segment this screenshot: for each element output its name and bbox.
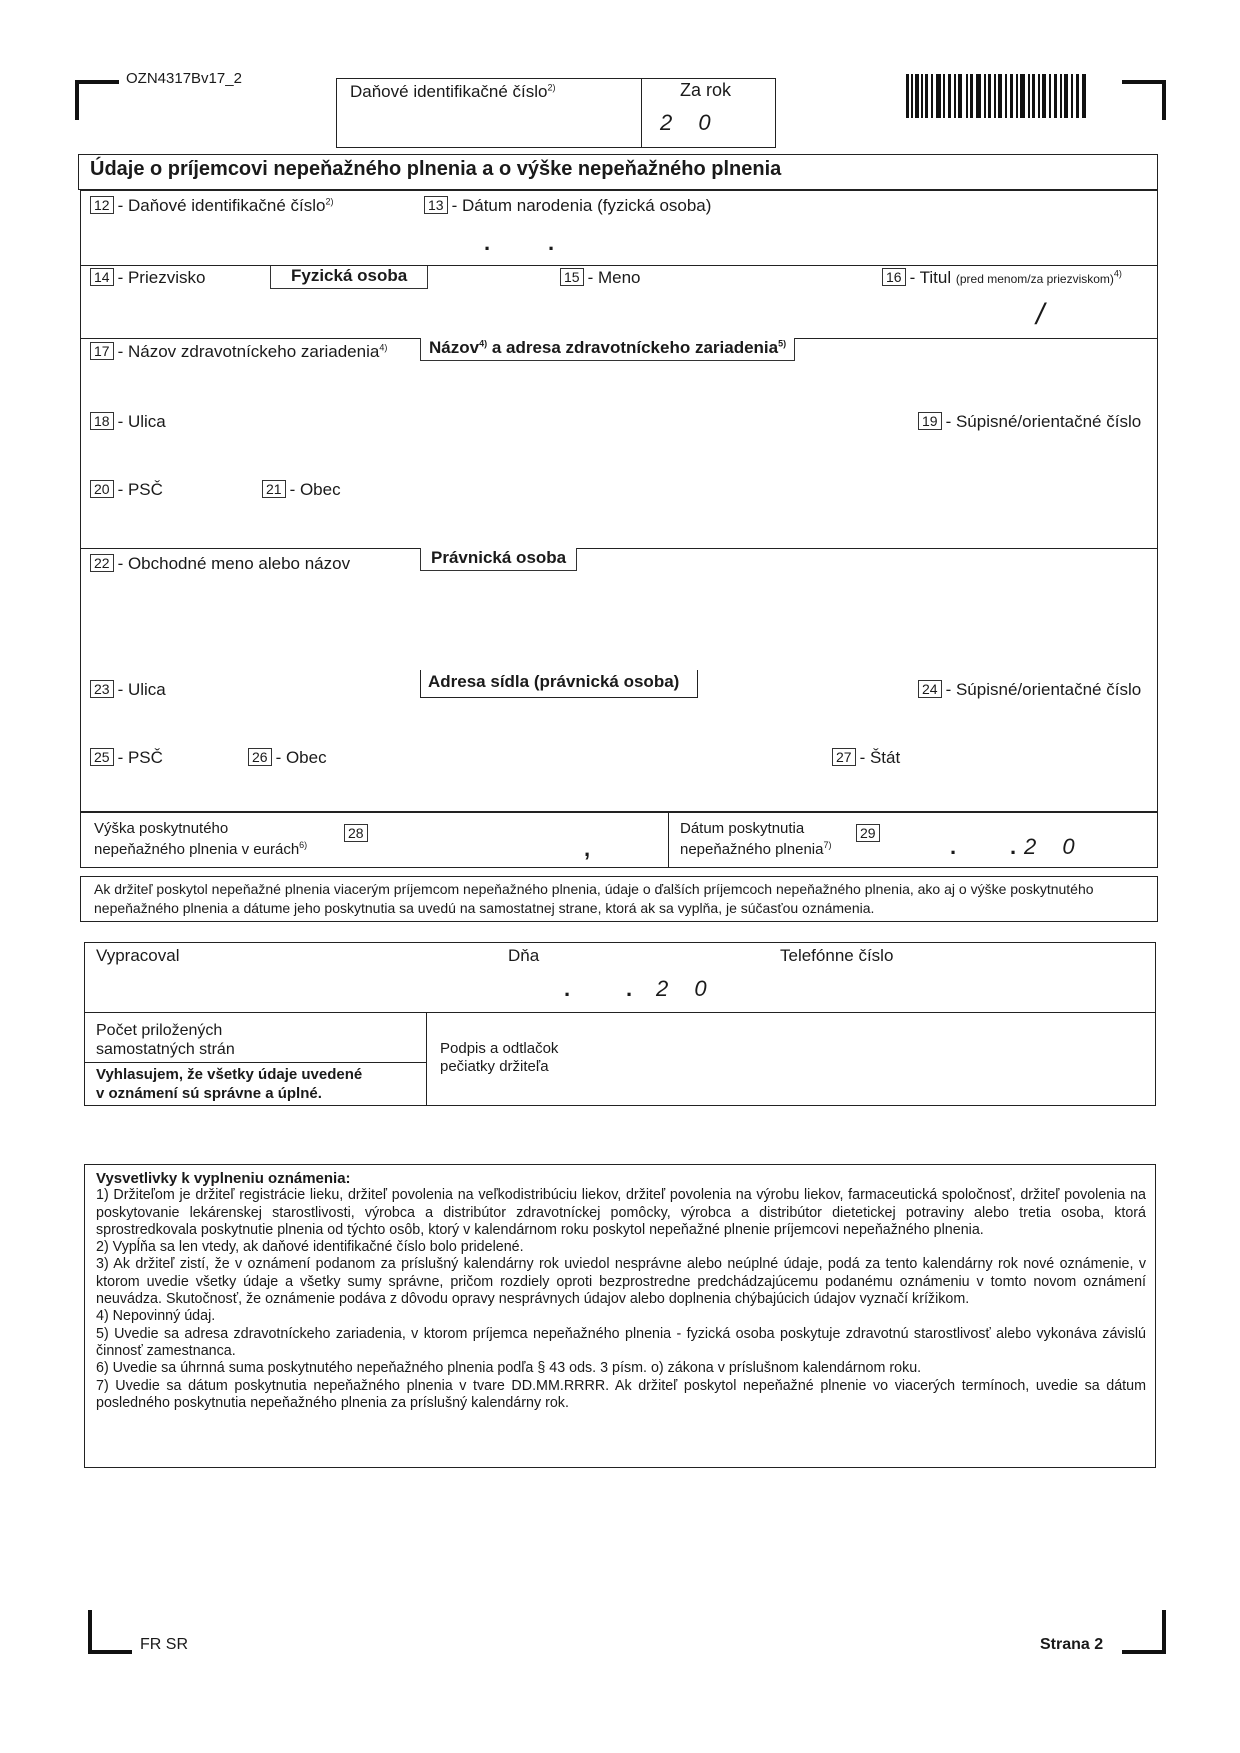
footer-left: FR SR xyxy=(140,1636,188,1653)
field-26-input[interactable] xyxy=(248,772,808,810)
form-code: OZN4317Bv17_2 xyxy=(126,70,242,87)
explanation-5: 5) Uvedie sa adresa zdravotníckeho zariadenia, v ktorom príjemca nepeňažného plnenia - fyzická osoba poskytuje zdravotnú starostlivosť alebo vykonáva závislú činnosť zamestnanca. xyxy=(96,1325,1146,1359)
dna-input[interactable] xyxy=(508,968,758,1008)
field-18-input[interactable] xyxy=(86,436,886,472)
explanation-1: 1) Držiteľom je držiteľ registrácie lieku, držiteľ povolenia na veľkodistribúciu liekov, držiteľ povolenia na výrobu liekov, farmaceutická spoločnosť, držiteľ povolenia na poskytovanie lekárenskej starostlivosti, výrobca a distribútor zdravotníckej pomôcky, výrobca a distribútor dietetickej potraviny alebo tretia osoba, ktorá sprostredkovala poskytnutie plnenia od týchto osôb, ktorý v kalendárnom roku poskytol nepeňažné plnenie príjemcovi nepeňažného plnenia. xyxy=(96,1187,1146,1238)
field-28-label-2: nepeňažného plnenia v eurách$^{6)}$ xyxy=(94,840,308,858)
field-16-label: 16 - Titul (pred menom/za priezviskom)$^{4)}$ xyxy=(882,268,1122,288)
field-28-input[interactable] xyxy=(380,816,660,864)
pocet-label-1: Počet priložených xyxy=(96,1022,223,1039)
field-28-comma: , xyxy=(584,836,591,861)
field-26-label: 26 - Obec xyxy=(248,748,327,768)
podpis-label-2: pečiatky držiteľa xyxy=(440,1058,549,1075)
vypracoval-input[interactable] xyxy=(90,968,490,1008)
telefon-input[interactable] xyxy=(780,968,1150,1008)
field-19-label: 19 - Súpisné/orientačné číslo xyxy=(918,412,1141,432)
field-18-label: 18 - Ulica xyxy=(90,412,166,432)
field-29-label-1: Dátum poskytnutia xyxy=(680,820,805,837)
vyhlasujem-line-1: Vyhlasujem, že všetky údaje uvedené xyxy=(96,1066,363,1083)
field-12-input[interactable] xyxy=(86,220,406,262)
field-19-input[interactable] xyxy=(918,436,1152,472)
explanation-3: 3) Ak držiteľ zistí, že v oznámení podanom za príslušný kalendárny rok uviedol nesprávne alebo neúplné údaje, podá za tento kalendárny rok nové oznámenie, v ktorom uvedie všetky údaje a všetky sumy správne, pričom rozdiely oproti bezprostredne predchádzajúcemu podanému oznámeniu v tomto novom oznámení neuvádza. Skutočnosť, že oznámenie podáva z dôvodu opravy nesprávnych údajov alebo doplnenia chýbajúcich údajov vyznačí krížikom. xyxy=(96,1256,1146,1308)
explanations-title: Vysvetlivky k vyplneniu oznámenia: xyxy=(96,1170,351,1187)
footer-page-number: Strana 2 xyxy=(1040,1636,1104,1653)
tag-fyzicka-osoba: Fyzická osoba xyxy=(270,266,428,289)
field-23-label: 23 - Ulica xyxy=(90,680,166,700)
podpis-label-1: Podpis a odtlačok xyxy=(440,1040,559,1057)
field-20-input[interactable] xyxy=(86,504,236,544)
field-20-label: 20 - PSČ xyxy=(90,480,163,500)
corner-mark-bottom-right xyxy=(1122,1610,1166,1654)
podpis-area[interactable] xyxy=(600,1016,1150,1102)
field-27-input[interactable] xyxy=(832,772,1152,810)
corner-mark-top-left xyxy=(75,80,119,120)
explanation-6: 6) Uvedie sa úhrnná suma poskytnutého nepeňažného plnenia podľa § 43 ods. 3 písm. o) zákona v príslušnom kalendárnom roku. xyxy=(96,1360,922,1377)
dna-year: 2 0 xyxy=(656,976,717,1001)
field-25-input[interactable] xyxy=(86,772,236,810)
header-year-input[interactable]: 2 0 xyxy=(660,110,721,135)
dna-label: Dňa xyxy=(508,946,540,965)
corner-mark-top-right xyxy=(1122,80,1166,120)
note-text: Ak držiteľ poskytol nepeňažné plnenia viacerým príjemcom nepeňažného plnenia, údaje o ďalších príjemcoch nepeňažného plnenia, ako aj o výške poskytnutého nepeňažného plnenia a dátume jeho poskytnutia sa uvedú na samostatnej strane, ktorá ak sa vyplňa, je súčasťou oznámenia. xyxy=(94,881,1094,916)
vypracoval-label: Vypracoval xyxy=(96,946,180,965)
explanation-2: 2) Vypĺňa sa len vtedy, ak daňové identifikačné číslo bolo pridelené. xyxy=(96,1239,524,1256)
corner-mark-bottom-left xyxy=(88,1610,132,1654)
tag-adresa-sidla: Adresa sídla (právnická osoba) xyxy=(428,672,680,691)
field-24-label: 24 - Súpisné/orientačné číslo xyxy=(918,680,1141,700)
field-29-year: 2 0 xyxy=(1024,834,1085,859)
field-14-input[interactable] xyxy=(86,292,546,336)
section-title: Údaje o príjemcovi nepeňažného plnenia a o výške nepeňažného plnenia xyxy=(90,158,782,180)
field-12-label: 12 - Daňové identifikačné číslo$^{2)}$ xyxy=(90,196,333,216)
field-16-input[interactable] xyxy=(882,292,1154,336)
header-year-label: Za rok xyxy=(680,80,732,100)
explanation-4: 4) Nepovinný údaj. xyxy=(96,1308,216,1325)
field-14-label: 14 - Priezvisko xyxy=(90,268,205,288)
field-13-label: 13 - Dátum narodenia (fyzická osoba) xyxy=(424,196,711,216)
tag-pravnicka-osoba: Právnická osoba xyxy=(420,548,577,571)
field-28-num: 28 xyxy=(344,824,372,844)
field-17-input[interactable] xyxy=(86,366,1152,406)
explanations xyxy=(96,1170,1146,1412)
barcode xyxy=(906,74,1086,118)
field-16-slash: / xyxy=(1036,298,1045,331)
field-29-label-2: nepeňažného plnenia$^{7)}$ xyxy=(680,840,832,858)
field-27-label: 27 - Štát xyxy=(832,748,900,768)
header-dic-input[interactable] xyxy=(338,104,638,146)
field-28-label-1: Výška poskytnutého xyxy=(94,820,229,837)
field-24-input[interactable] xyxy=(918,704,1152,740)
field-22-label: 22 - Obchodné meno alebo názov xyxy=(90,554,350,574)
field-15-input[interactable] xyxy=(560,292,860,336)
pocet-input[interactable] xyxy=(300,1018,420,1058)
field-15-label: 15 - Meno xyxy=(560,268,641,288)
tag-nazov-adresa-zz: Názov$^{4)}$ a adresa zdravotníckeho zariadenia$^{5)}$ xyxy=(420,338,795,361)
vyhlasujem-line-2: v oznámení sú správne a úplné. xyxy=(96,1085,322,1102)
header-dic-label: Daňové identifikačné číslo$^{2)}$ xyxy=(350,82,556,101)
field-22-input[interactable] xyxy=(86,580,1152,666)
field-21-input[interactable] xyxy=(262,504,1152,544)
telefon-label: Telefónne číslo xyxy=(780,946,894,965)
field-21-label: 21 - Obec xyxy=(262,480,341,500)
field-25-label: 25 - PSČ xyxy=(90,748,163,768)
field-13-input[interactable] xyxy=(424,220,724,262)
pocet-label-2: samostatných strán xyxy=(96,1041,235,1058)
field-29-num: 29 xyxy=(856,824,884,844)
explanation-7: 7) Uvedie sa dátum poskytnutia nepeňažného plnenia v tvare DD.MM.RRRR. Ak držiteľ poskytol nepeňažné plnenie vo viacerých termínoch, uvedie sa dátum posledného poskytnutia nepeňažného plnenia za príslušný kalendárny rok. xyxy=(96,1377,1146,1411)
field-17-label: 17 - Názov zdravotníckeho zariadenia$^{4)}$ xyxy=(90,342,387,362)
field-23-input[interactable] xyxy=(86,704,886,740)
